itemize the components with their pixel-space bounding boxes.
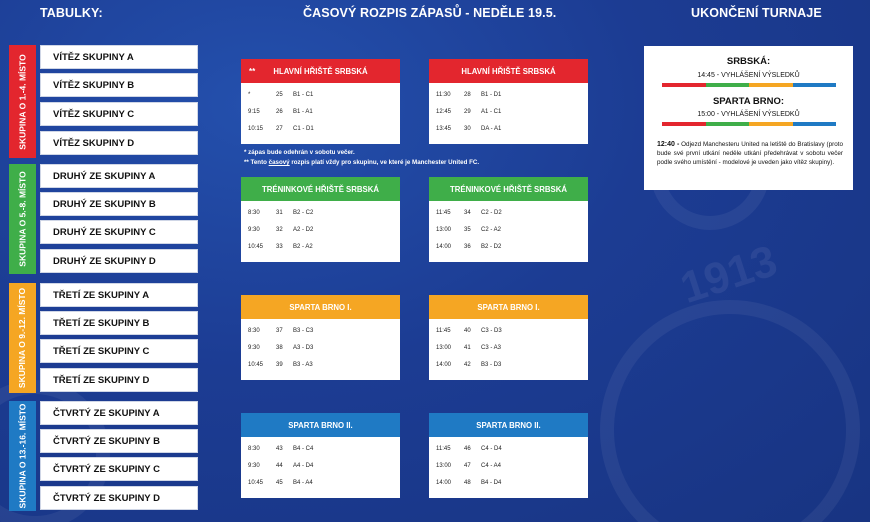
match-row	[241, 328, 400, 340]
match-time: 10:45	[248, 244, 264, 250]
match-row	[241, 92, 400, 104]
match-list	[241, 83, 400, 144]
group-team: VÍTĚZ SKUPINY C	[40, 102, 198, 126]
match-number: 42	[464, 362, 471, 368]
match-number: 41	[464, 345, 471, 351]
match-time: 11:45	[436, 446, 451, 452]
match-box-header	[241, 295, 400, 319]
bg-ball-shape	[600, 300, 860, 522]
match-list	[241, 319, 400, 380]
match-row	[241, 109, 400, 121]
group-team: ČTVRTÝ ZE SKUPINY A	[40, 401, 198, 425]
match-time: 11:45	[436, 328, 451, 334]
group-team: TŘETÍ ZE SKUPINY D	[40, 368, 198, 392]
stripe-segment	[749, 83, 793, 87]
match-pairing: A2 - D2	[293, 227, 314, 233]
match-row	[241, 446, 400, 458]
match-row	[241, 463, 400, 475]
match-time: 9:15	[248, 109, 260, 115]
match-time: 13:00	[436, 227, 452, 233]
group-team: ČTVRTÝ ZE SKUPINY C	[40, 457, 198, 481]
match-time: 8:30	[248, 328, 260, 334]
match-number: 38	[276, 345, 283, 351]
match-time: 8:30	[248, 446, 260, 452]
srbska-announcement: 14:45 - VYHLÁŠENÍ VÝSLEDKŮ	[697, 72, 800, 79]
match-number: 47	[464, 463, 471, 469]
match-time: 12:45	[436, 109, 452, 115]
schedule-notes	[244, 148, 479, 168]
group-team: TŘETÍ ZE SKUPINY B	[40, 311, 198, 335]
stripe-segment	[793, 83, 837, 87]
match-pairing: B4 - C4	[293, 446, 314, 452]
match-row	[429, 480, 588, 492]
match-time: 13:00	[436, 345, 452, 351]
match-time: 9:30	[248, 345, 260, 351]
match-time: 10:45	[248, 480, 264, 486]
group-9-12	[9, 283, 199, 393]
group-team: ČTVRTÝ ZE SKUPINY B	[40, 429, 198, 453]
match-number: 45	[276, 480, 283, 486]
match-row	[241, 362, 400, 374]
match-pairing: B3 - A3	[293, 362, 313, 368]
group-5-8	[9, 164, 199, 274]
bg-year-decoration: 1913	[674, 236, 783, 313]
match-number: 27	[276, 126, 283, 132]
pitch-name: SPARTA BRNO I.	[289, 302, 352, 312]
match-number: 34	[464, 210, 471, 216]
match-number: 40	[464, 328, 471, 334]
match-box	[241, 177, 400, 262]
match-box	[429, 177, 588, 262]
match-time: 10:15	[248, 126, 264, 132]
group-13-16	[9, 401, 199, 511]
match-pairing: B1 - D1	[481, 92, 502, 98]
match-pairing: B2 - C2	[293, 210, 314, 216]
match-time: 14:00	[436, 480, 452, 486]
match-number: 29	[464, 109, 471, 115]
departure-note: 12:40 - Odjezd Manchesteru United na letiště do Bratislavy (proto bude své první utkání neděle utkání předehrávat v sobotu večer podle svého umístění - modelové je uveden jako vítěz skupiny).	[657, 141, 843, 166]
group-team: TŘETÍ ZE SKUPINY A	[40, 283, 198, 307]
match-row	[429, 328, 588, 340]
match-number: 43	[276, 446, 283, 452]
match-pairing: B3 - D3	[481, 362, 502, 368]
note-marker: **	[249, 66, 256, 76]
match-pairing: A1 - C1	[481, 109, 502, 115]
match-row	[241, 126, 400, 138]
group-1-4	[9, 45, 199, 158]
sparta-announcement: 15:00 - VYHLÁŠENÍ VÝSLEDKŮ	[697, 111, 800, 118]
match-pairing: C4 - D4	[481, 446, 502, 452]
match-row	[241, 244, 400, 256]
match-number: 48	[464, 480, 471, 486]
match-box-header	[429, 177, 588, 201]
srbska-title: SRBSKÁ:	[726, 56, 771, 67]
match-row	[429, 362, 588, 374]
match-number: 33	[276, 244, 283, 250]
match-row	[241, 480, 400, 492]
match-row	[429, 210, 588, 222]
match-time: 9:30	[248, 463, 260, 469]
match-number: 44	[276, 463, 283, 469]
pitch-name: HLAVNÍ HŘIŠTĚ SRBSKÁ	[461, 66, 556, 76]
match-row	[429, 227, 588, 239]
stripe-segment	[662, 83, 706, 87]
match-time: 14:00	[436, 244, 452, 250]
match-time: 13:00	[436, 463, 452, 469]
color-stripe	[662, 122, 836, 126]
match-box	[429, 59, 588, 144]
group-team: DRUHÝ ZE SKUPINY B	[40, 192, 198, 216]
match-row	[429, 463, 588, 475]
tournament-end-header: UKONČENÍ TURNAJE	[691, 6, 822, 20]
match-number: 31	[276, 210, 283, 216]
match-box	[429, 413, 588, 498]
match-list	[429, 319, 588, 380]
stripe-segment	[793, 122, 837, 126]
pitch-name: SPARTA BRNO I.	[477, 302, 540, 312]
match-pairing: A4 - D4	[293, 463, 314, 469]
match-box-header	[241, 413, 400, 437]
match-row	[241, 210, 400, 222]
color-stripe	[662, 83, 836, 87]
group-label-bar: SKUPINA O 5.-8. MÍSTO	[9, 164, 36, 274]
match-number: 39	[276, 362, 283, 368]
group-team: DRUHÝ ZE SKUPINY A	[40, 164, 198, 188]
match-box-header	[241, 177, 400, 201]
match-list	[429, 83, 588, 144]
sparta-title: SPARTA BRNO:	[712, 96, 785, 107]
stripe-segment	[662, 122, 706, 126]
match-number: 28	[464, 92, 471, 98]
match-row	[429, 446, 588, 458]
tournament-end-panel	[644, 46, 853, 190]
match-row	[429, 345, 588, 357]
stripe-segment	[706, 83, 750, 87]
match-number: 46	[464, 446, 471, 452]
group-team: VÍTĚZ SKUPINY A	[40, 45, 198, 69]
match-number: 36	[464, 244, 471, 250]
match-box	[429, 295, 588, 380]
match-time: 10:45	[248, 362, 264, 368]
note-line-1: * zápas bude odehrán v sobotu večer.	[244, 149, 355, 156]
match-box-header	[429, 413, 588, 437]
tables-header: TABULKY:	[40, 6, 103, 20]
match-pairing: B4 - D4	[481, 480, 502, 486]
match-pairing: C3 - A3	[481, 345, 502, 351]
match-row	[241, 345, 400, 357]
match-number: 35	[464, 227, 471, 233]
match-time: 9:30	[248, 227, 260, 233]
match-box	[241, 413, 400, 498]
pitch-name: SPARTA BRNO II.	[476, 420, 541, 430]
match-number: 25	[276, 92, 283, 98]
match-box	[241, 295, 400, 380]
match-number: 30	[464, 126, 471, 132]
group-team: VÍTĚZ SKUPINY D	[40, 131, 198, 155]
note-line-2: ** Tento časový rozpis platí vždy pro skupinu, ve které je Manchester United FC.	[244, 159, 480, 166]
match-time: 14:00	[436, 362, 452, 368]
group-label-bar: SKUPINA O 13.-16. MÍSTO	[9, 401, 36, 511]
match-time: 11:30	[436, 92, 451, 98]
match-list	[241, 201, 400, 262]
match-box-header	[429, 295, 588, 319]
schedule-header: ČASOVÝ ROZPIS ZÁPASŮ - NEDĚLE 19.5.	[303, 6, 557, 20]
match-list	[429, 437, 588, 498]
match-time: 8:30	[248, 210, 260, 216]
match-number: 26	[276, 109, 283, 115]
match-time: *	[248, 92, 251, 98]
group-team: TŘETÍ ZE SKUPINY C	[40, 339, 198, 363]
group-team: VÍTĚZ SKUPINY B	[40, 73, 198, 97]
match-pairing: C2 - A2	[481, 227, 502, 233]
match-pairing: C2 - D2	[481, 210, 502, 216]
match-box-header	[429, 59, 588, 83]
match-time: 13:45	[436, 126, 452, 132]
group-team: DRUHÝ ZE SKUPINY C	[40, 220, 198, 244]
match-pairing: B4 - A4	[293, 480, 313, 486]
match-pairing: B1 - C1	[293, 92, 314, 98]
match-list	[241, 437, 400, 498]
match-box	[241, 59, 400, 144]
stripe-segment	[749, 122, 793, 126]
match-row	[429, 126, 588, 138]
group-label-bar: SKUPINA O 9.-12. MÍSTO	[9, 283, 36, 393]
group-team: DRUHÝ ZE SKUPINY D	[40, 249, 198, 273]
match-row	[241, 227, 400, 239]
group-label-bar: SKUPINA O 1.-4. MÍSTO	[9, 45, 36, 158]
pitch-name: TRÉNINKOVÉ HŘIŠTĚ SRBSKÁ	[450, 184, 567, 194]
match-list	[429, 201, 588, 262]
match-number: 37	[276, 328, 283, 334]
match-pairing: B1 - A1	[293, 109, 313, 115]
match-number: 32	[276, 227, 283, 233]
match-pairing: B2 - D2	[481, 244, 502, 250]
match-pairing: B3 - C3	[293, 328, 314, 334]
match-pairing: B2 - A2	[293, 244, 313, 250]
match-pairing: C1 - D1	[293, 126, 314, 132]
match-pairing: DA - A1	[481, 126, 502, 132]
pitch-name: TRÉNINKOVÉ HŘIŠTĚ SRBSKÁ	[262, 184, 379, 194]
stripe-segment	[706, 122, 750, 126]
match-pairing: A3 - D3	[293, 345, 314, 351]
match-time: 11:45	[436, 210, 451, 216]
match-pairing: C3 - D3	[481, 328, 502, 334]
pitch-name: SPARTA BRNO II.	[288, 420, 353, 430]
pitch-name: HLAVNÍ HŘIŠTĚ SRBSKÁ	[273, 66, 368, 76]
match-pairing: C4 - A4	[481, 463, 502, 469]
match-row	[429, 244, 588, 256]
group-team: ČTVRTÝ ZE SKUPINY D	[40, 486, 198, 510]
match-box-header	[241, 59, 400, 83]
match-row	[429, 92, 588, 104]
match-row	[429, 109, 588, 121]
